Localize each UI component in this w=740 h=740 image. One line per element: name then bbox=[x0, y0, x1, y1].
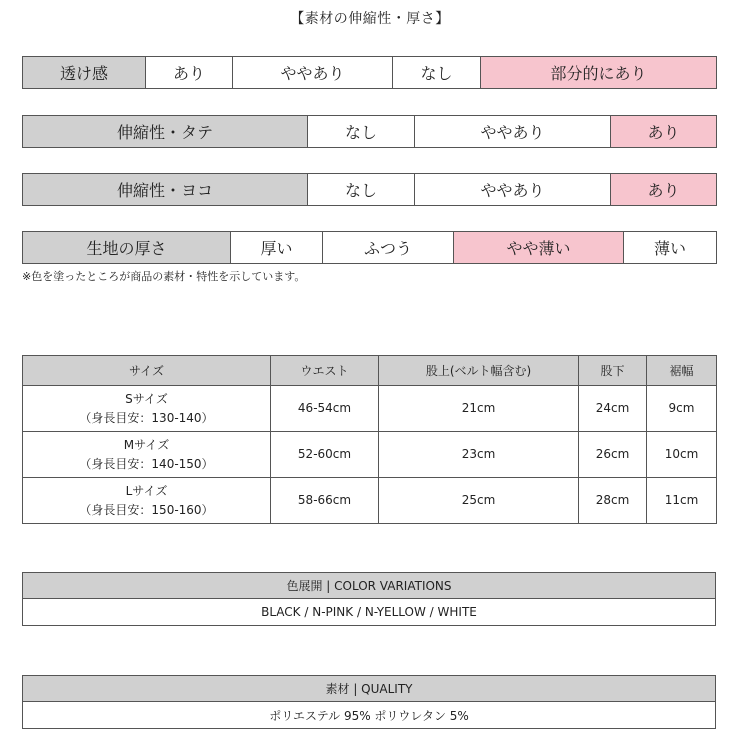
header-rise: 股上(ベルト幅含む) bbox=[379, 356, 579, 386]
stretch-horizontal-table bbox=[22, 173, 717, 206]
transparency-option-partial: 部分的にあり bbox=[481, 57, 717, 89]
stretch-vertical-option-yaya-ari: ややあり bbox=[415, 116, 611, 148]
transparency-label: 透け感 bbox=[23, 57, 146, 89]
rise-value: 23cm bbox=[379, 432, 579, 478]
size-cell bbox=[23, 386, 271, 432]
size-name: Mサイズ bbox=[123, 437, 170, 452]
color-variations-value: BLACK / N-PINK / N-YELLOW / WHITE bbox=[23, 599, 716, 626]
stretch-horizontal-label: 伸縮性・ヨコ bbox=[23, 174, 308, 206]
color-variations-table bbox=[22, 572, 716, 626]
thickness-option-slightly-thin: やや薄い bbox=[454, 232, 624, 264]
thickness-option-thin: 薄い bbox=[624, 232, 717, 264]
stretch-vertical-label: 伸縮性・タテ bbox=[23, 116, 308, 148]
header-inseam: 股下 bbox=[579, 356, 647, 386]
rise-value: 21cm bbox=[379, 386, 579, 432]
stretch-vertical-option-nashi: なし bbox=[308, 116, 415, 148]
stretch-vertical-table bbox=[22, 115, 717, 148]
inseam-value: 28cm bbox=[579, 478, 647, 524]
size-height-guide: （身長目安：140-150） bbox=[79, 456, 214, 471]
transparency-table bbox=[22, 56, 717, 89]
stretch-horizontal-option-yaya-ari: ややあり bbox=[415, 174, 611, 206]
size-name: Lサイズ bbox=[125, 483, 168, 498]
waist-value: 58-66cm bbox=[271, 478, 379, 524]
color-variations-header: 色展開 | COLOR VARIATIONS bbox=[23, 573, 716, 599]
transparency-option-ari: あり bbox=[146, 57, 233, 89]
quality-value: ポリエステル 95% ポリウレタン 5% bbox=[23, 702, 716, 729]
stretch-horizontal-option-nashi: なし bbox=[308, 174, 415, 206]
rise-value: 25cm bbox=[379, 478, 579, 524]
inseam-value: 26cm bbox=[579, 432, 647, 478]
thickness-option-thick: 厚い bbox=[231, 232, 323, 264]
thickness-label: 生地の厚さ bbox=[23, 232, 231, 264]
thickness-table bbox=[22, 231, 717, 264]
thickness-option-normal: ふつう bbox=[323, 232, 454, 264]
page-title: 【素材の伸縮性・厚さ】 bbox=[290, 11, 450, 27]
transparency-option-yaya-ari: ややあり bbox=[233, 57, 393, 89]
size-table-header bbox=[23, 356, 717, 386]
waist-value: 52-60cm bbox=[271, 432, 379, 478]
table-row bbox=[23, 386, 717, 432]
stretch-horizontal-option-ari: あり bbox=[611, 174, 717, 206]
header-hem: 裾幅 bbox=[647, 356, 717, 386]
quality-header: 素材 | QUALITY bbox=[23, 676, 716, 702]
inseam-value: 24cm bbox=[579, 386, 647, 432]
hem-value: 11cm bbox=[647, 478, 717, 524]
quality-table bbox=[22, 675, 716, 729]
waist-value: 46-54cm bbox=[271, 386, 379, 432]
table-row bbox=[23, 478, 717, 524]
size-name: Sサイズ bbox=[125, 391, 168, 406]
hem-value: 9cm bbox=[647, 386, 717, 432]
size-table bbox=[22, 355, 717, 524]
size-height-guide: （身長目安：150-160） bbox=[79, 502, 214, 517]
size-cell bbox=[23, 432, 271, 478]
table-row bbox=[23, 432, 717, 478]
size-height-guide: （身長目安：130-140） bbox=[79, 410, 214, 425]
stretch-vertical-option-ari: あり bbox=[611, 116, 717, 148]
hem-value: 10cm bbox=[647, 432, 717, 478]
size-cell bbox=[23, 478, 271, 524]
highlight-note: ※色を塗ったところが商品の素材・特性を示しています。 bbox=[22, 270, 306, 283]
header-size: サイズ bbox=[23, 356, 271, 386]
transparency-option-nashi: なし bbox=[393, 57, 481, 89]
header-waist: ウエスト bbox=[271, 356, 379, 386]
